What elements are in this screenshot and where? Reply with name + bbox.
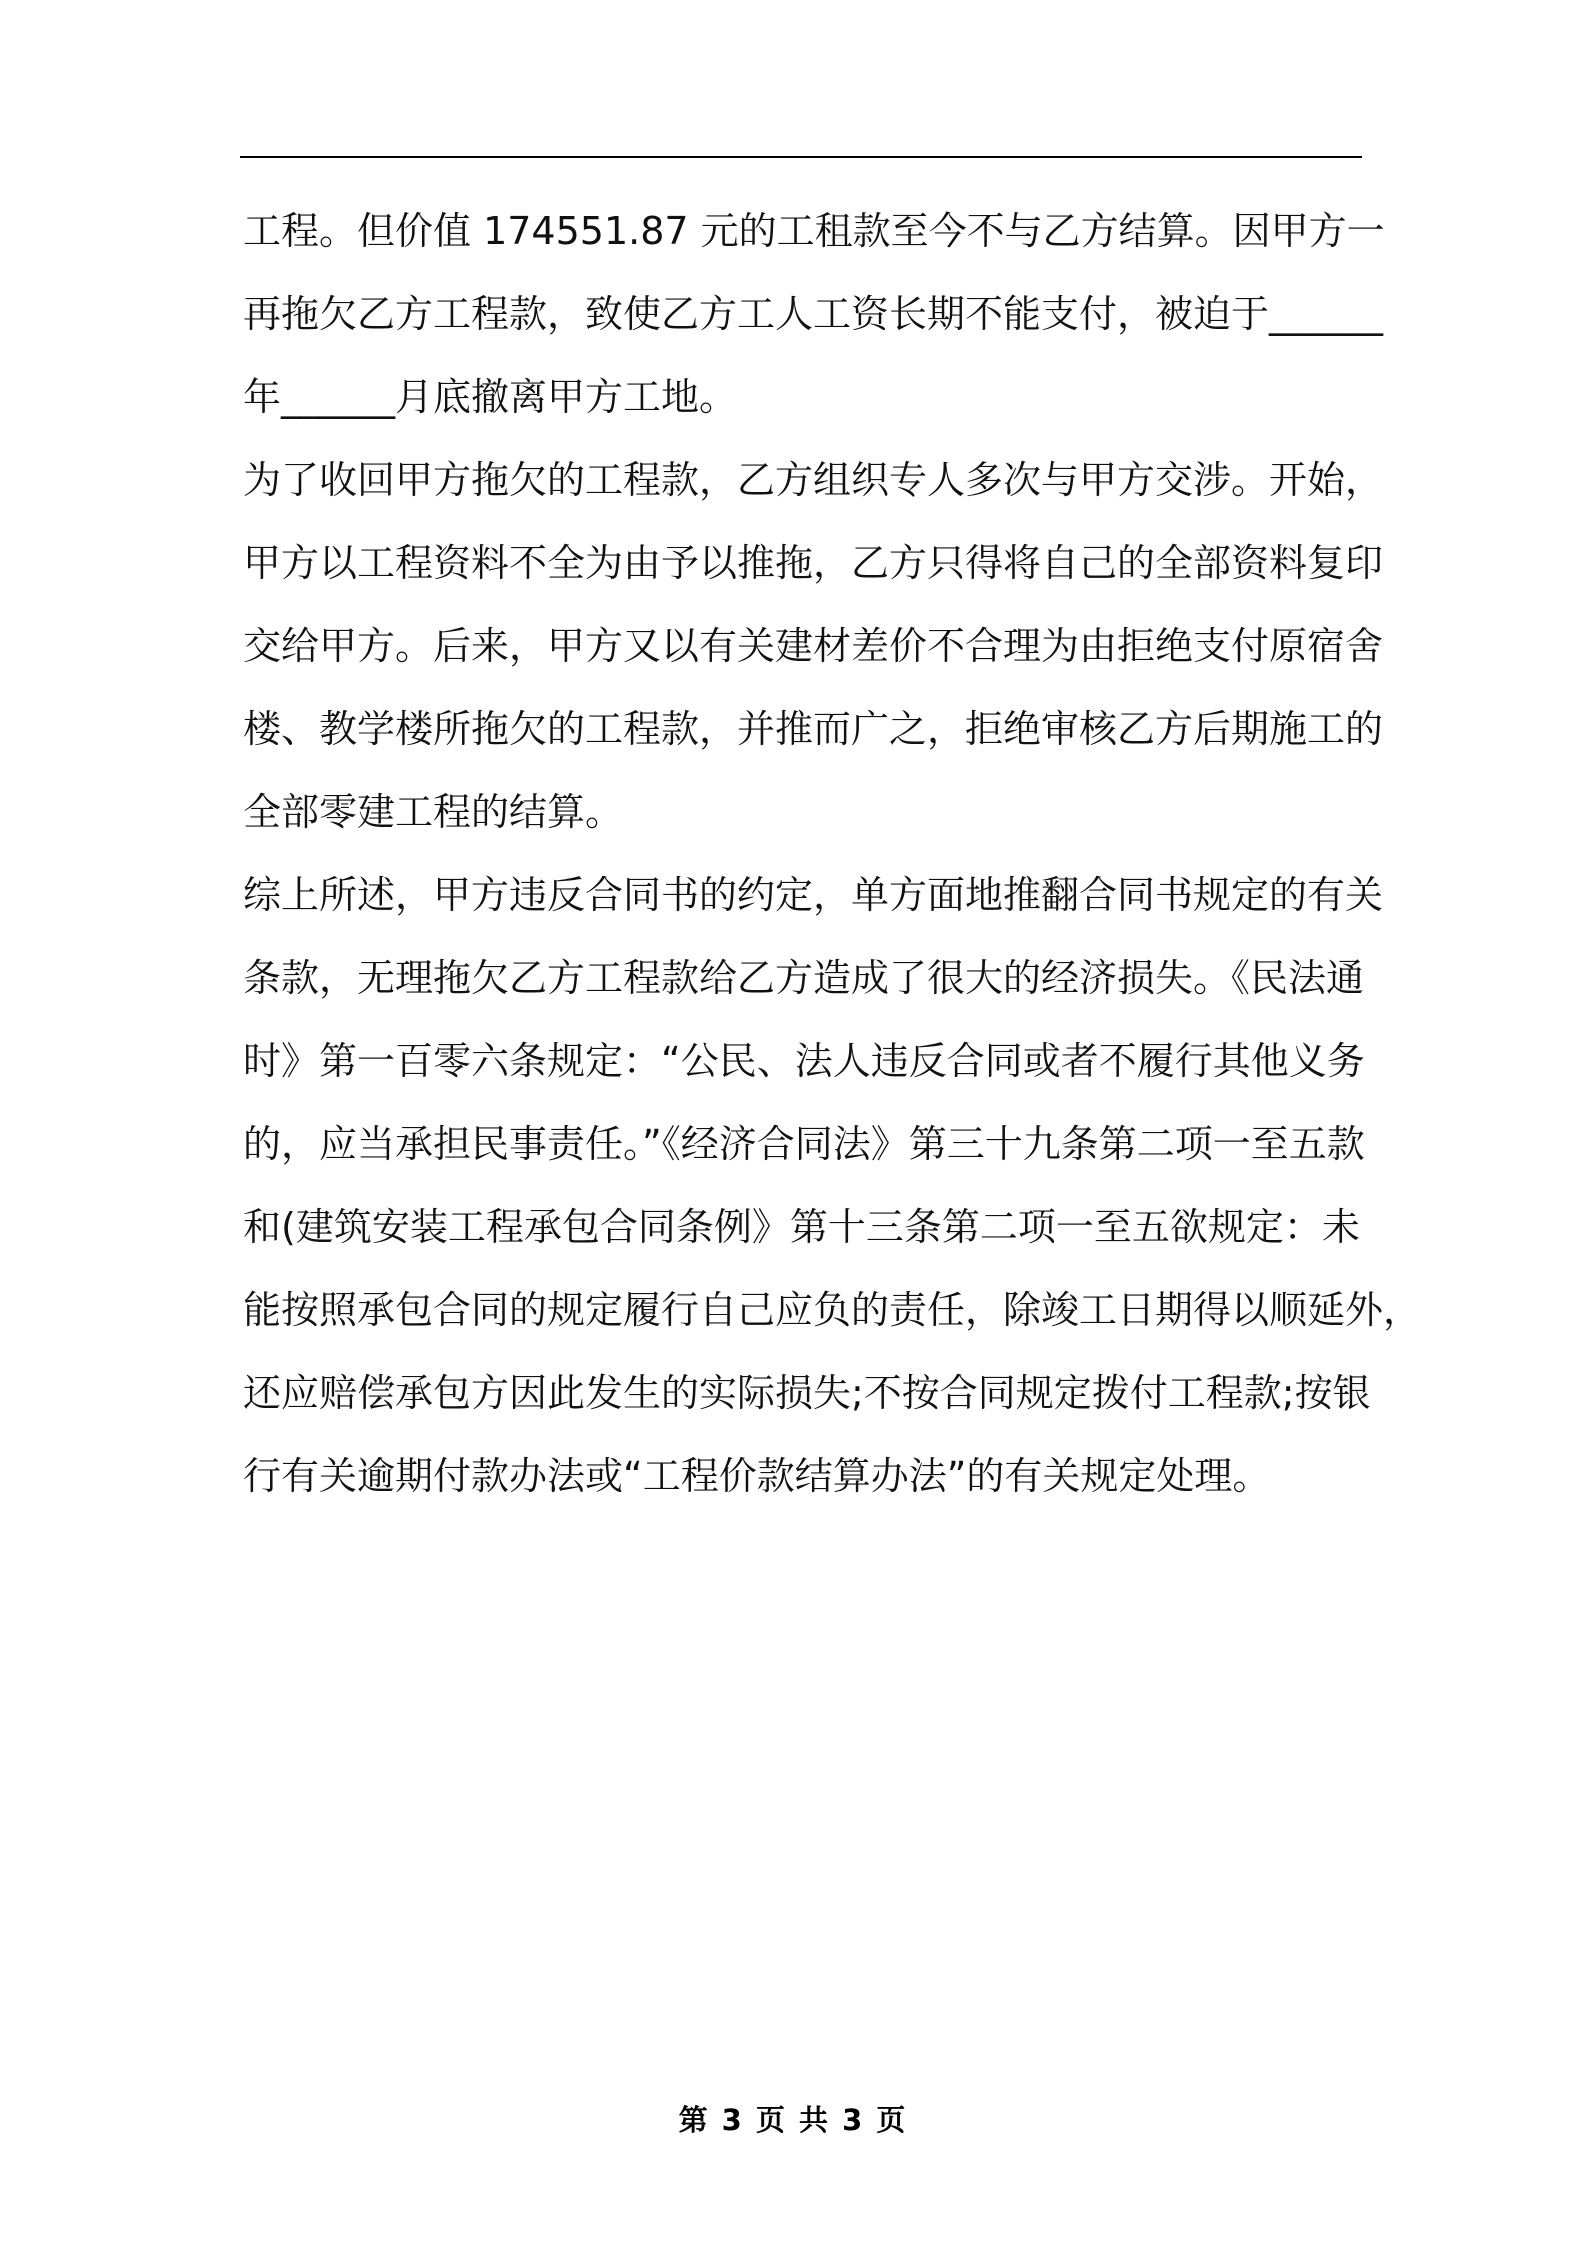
body-line: 时》第一百零六条规定：“公民、法人违反合同或者不履行其他义务	[243, 1039, 1365, 1083]
body-line: 的，应当承担民事责任。”《经济合同法》第三十九条第二项一至五款	[243, 1122, 1365, 1166]
body-line: 交给甲方。后来，甲方又以有关建材差价不合理为由拒绝支付原宿舍	[243, 624, 1384, 668]
body-line: 还应赔偿承包方因此发生的实际损失;不按合同规定拨付工程款;按银	[243, 1371, 1371, 1415]
body-line: 综上所述，甲方违反合同书的约定，单方面地推翻合同书规定的有关	[243, 873, 1384, 917]
body-line: 行有关逾期付款办法或“工程价款结算办法”的有关规定处理。	[243, 1454, 1271, 1498]
body-line: 甲方以工程资料不全为由予以推拖，乙方只得将自己的全部资料复印	[243, 541, 1384, 585]
body-line: 能按照承包合同的规定履行自己应负的责任，除竣工日期得以顺延外，	[243, 1288, 1422, 1332]
body-line: 年______月底撤离甲方工地。	[243, 375, 738, 419]
body-line: 楼、教学楼所拖欠的工程款，并推而广之，拒绝审核乙方后期施工的	[243, 707, 1384, 751]
body-line: 全部零建工程的结算。	[243, 790, 624, 834]
page-number-footer: 第 3 页 共 3 页	[678, 2103, 908, 2137]
body-line: 再拖欠乙方工程款，致使乙方工人工资长期不能支付，被迫于______	[243, 292, 1384, 336]
body-line: 为了收回甲方拖欠的工程款，乙方组织专人多次与甲方交涉。开始，	[243, 458, 1384, 502]
header-divider	[240, 156, 1362, 158]
body-line: 条款，无理拖欠乙方工程款给乙方造成了很大的经济损失。《民法通	[243, 956, 1365, 1000]
document-body	[243, 190, 1422, 1518]
body-line: 工程。但价值 174551.87 元的工租款至今不与乙方结算。因甲方一	[243, 209, 1385, 253]
body-line: 和(建筑安装工程承包合同条例》第十三条第二项一至五欲规定：未	[243, 1205, 1360, 1249]
